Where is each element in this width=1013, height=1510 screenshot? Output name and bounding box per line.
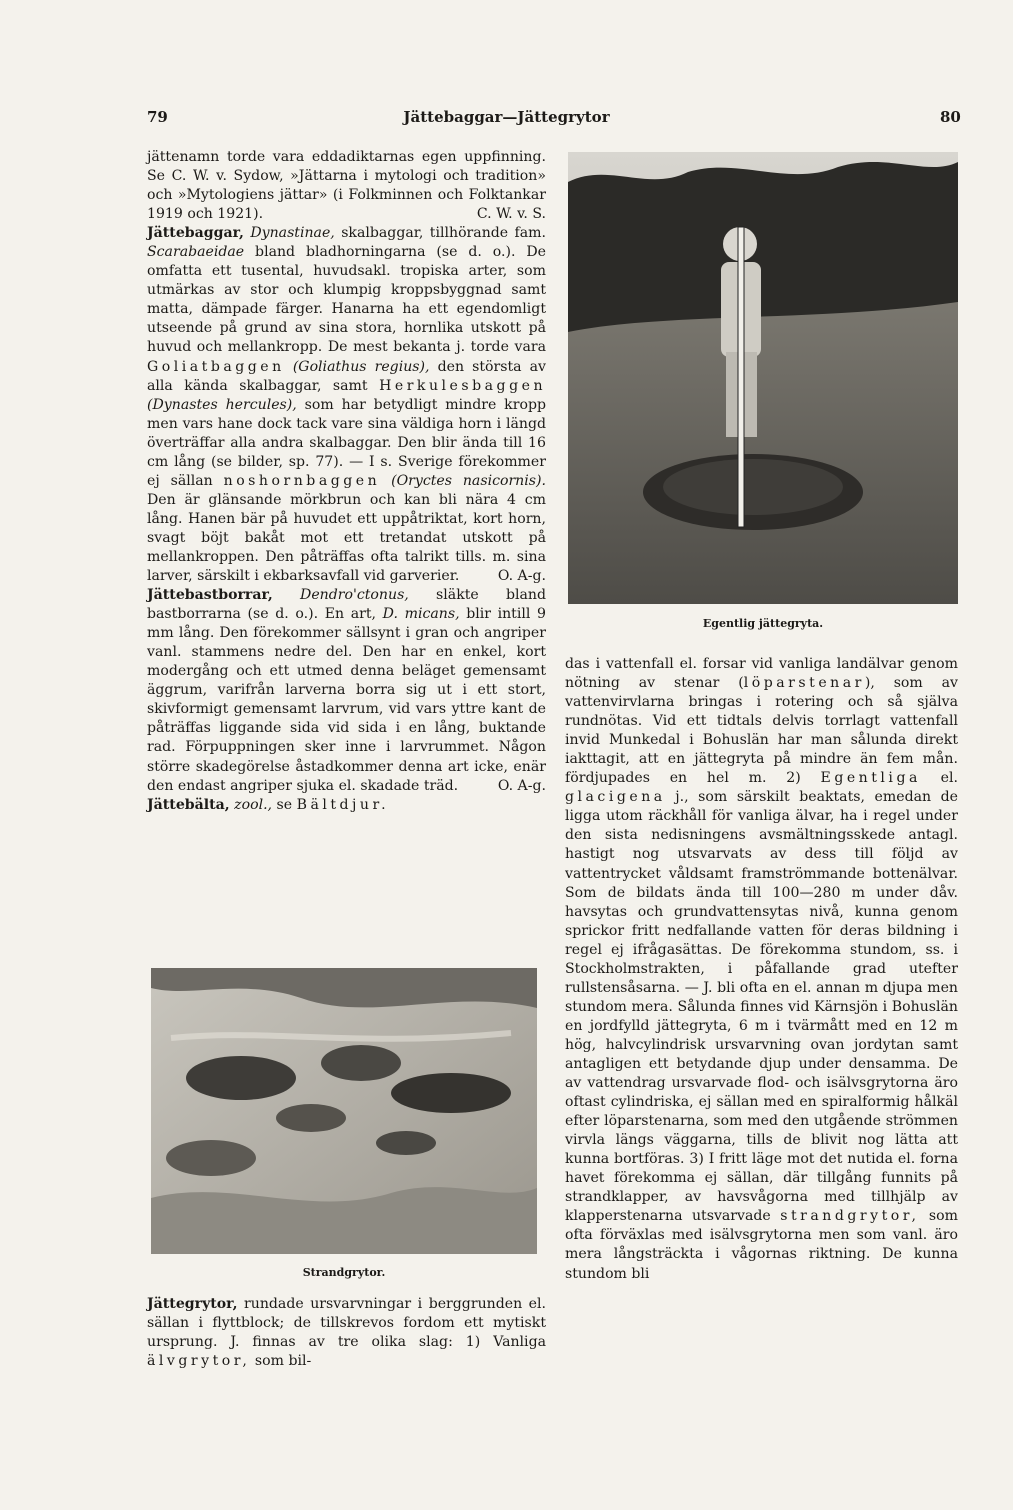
left-column-upper: [147, 148, 546, 815]
headword: Jättebaggar,: [147, 225, 244, 242]
entry-jattebaggar: Jättebaggar, Dynastinae, skalbaggar, tillhörande fam. Scarabaeidae bland bladhorningarna (se d. o.). De omfatta ett tusental, huvudsakl. tropiska arter, som utmärkas av stor och klumpig kroppsbyggnad samt matta, dämpade färger. Hanarna ha ett egendomligt utseende på grund av sina stora, hornlika utskott på huvud och mellankropp. De mest bekanta j. torde vara Goliatbaggen (Goliathus regius), den största av alla kända skalbaggar, samt Herkulesbaggen (Dynastes hercules), som har betydligt mindre kropp men vars hane dock tack vare sina väldiga horn i längd överträffar alla andra skalbaggar. Den blir ända till 16 cm lång (se bilder, sp. 77). — I s. Sverige förekommer ej sällan noshornbaggen (Oryctes nasicornis). Den är glänsande mörkbrun och kan bli nära 4 cm lång. Hanen bär på huvudet ett uppåtriktat, kort horn, svagt böjt bakåt mot ett tretandat utskott på mellankroppen. Den påträffas ofta talrikt tills. m. sina larver, särskilt i ekbarksavfall vid garverier. O. A-g.: [147, 224, 546, 586]
headword: Jättegrytor,: [147, 1296, 238, 1312]
paragraph-continuation: das i vattenfall el. forsar vid vanliga landälvar genom nötning av stenar (löparstenar), som av vattenvirvlarna bringas i rotering och så själva rundnötas. Vid ett tidtals delvis torrlagt vattenfall invid Munkedal i Bohuslän har man sålunda direkt iakttagit, att en jättegryta på mindre än fem mån. fördjupades en hel m. 2) Egentliga el. glacigena j., som särskilt beaktats, emedan de ligga utom räckhåll för vanliga älvar, ha i regel under den sista nedisningens avsmältningsskede antagl. hastigt nog utsvarvats av dess till följd av vattentrycket våldsamt framströmmande bottenälvar. Som de bildats ända till 100—280 m under dåv. havsytas och grundvattensytas nivå, kunna genom sprickor fritt nedfallande vatten för deras bildning i regel ej ifrågasättas. De förekomma stundom, ss. i Stockholmstrakten, i påfallande grad utefter rullstensåsarna. — J. bli ofta en el. annan m djupa men stundom mera. Sålunda finnes vid Kärnsjön i Bohuslän en jordfylld jättegryta, 6 m i tvärmått med en 12 m hög, halvcylindrisk ursvarvning ovan jordytan samt antagligen ett betydande djup under densamma. De av vattendrag ursvarvade flod- och isälvsgrytorna äro oftast cylindriska, ej sällan med en spiralformig hålkäl efter löparstenarna, som med den utgående strömmen virvla längs väggarna, tills de blivit nog lätta att kunna bortföras. 3) I fritt läge mot det nutida el. forna havet förekomma ej sällan, där tillgång funnits på strandklapper, av havsvågorna med tillhjälp av klapperstenarna utsvarvade strandgrytor, som ofta förväxlas med isälvsgrytorna men som vanl. äro mera långsträckta i vågornas riktning. De kunna stundom bli: [565, 656, 959, 1282]
running-title: Jättebaggar—Jättegrytor: [403, 108, 610, 126]
jattegryta-photo: [568, 152, 958, 604]
jattegryta-caption: Egentlig jättegryta.: [702, 617, 824, 630]
left-column-lower: [147, 1295, 546, 1371]
right-column: [565, 655, 958, 1284]
headword: Jättebälta,: [147, 796, 230, 813]
entry-jattebastborrar: Jättebastborrar, Dendro'ctonus, släkte bland bastborrarna (se d. o.). En art, D. micans, blir intill 9 mm lång. Den förekommer sällsynt i gran och angriper vanl. stammens nedre del. Den har en enkel, kort modergång och ett utmed denna beläget gemensamt äggrum, varifrån larverna borra sig ut i ett stort, skivformigt gemensamt larvrum, vid vars yttre kant de påträffas liggande sida vid sida i en lång, buktande rad. Förpuppningen sker inne i larvrummet. Någon större skadegörelse åstadkommer denna art icke, enär den endast angriper sjuka el. skadade träd. O. A-g.: [147, 586, 546, 796]
rock-pools-illustration: [151, 968, 537, 1254]
entry-jattebalta: Jättebälta, zool., se Bältdjur.: [147, 796, 390, 813]
signature: C. W. v. S.: [476, 206, 546, 223]
entry-jattegrytor: Jättegrytor, rundade ursvarvningar i berggrunden el. sällan i flyttblock; de tillskrevos fordom ett mytiskt ursprung. J. finnas av tre olika slag: 1) Vanliga älvgrytor, som bil-: [147, 1296, 547, 1370]
page-number-left: 79: [147, 108, 168, 126]
paragraph-jattenamn: jättenamn torde vara eddadiktarnas egen uppfinning. Se C. W. v. Sydow, »Jättarna i mytologi och tradition» och »Mytologiens jättar» (i Folkminnen och Folktankar 1919 och 1921). C. W. v. S.: [147, 148, 546, 224]
boy-at-pothole-illustration: [568, 152, 958, 604]
headword: Jättebastborrar,: [147, 587, 273, 604]
strandgrytor-photo: [151, 968, 537, 1254]
page-number-right: 80: [940, 108, 961, 126]
signature: O. A-g.: [497, 777, 546, 794]
signature: O. A-g.: [497, 568, 546, 585]
strandgrytor-caption: Strandgrytor.: [302, 1266, 386, 1279]
